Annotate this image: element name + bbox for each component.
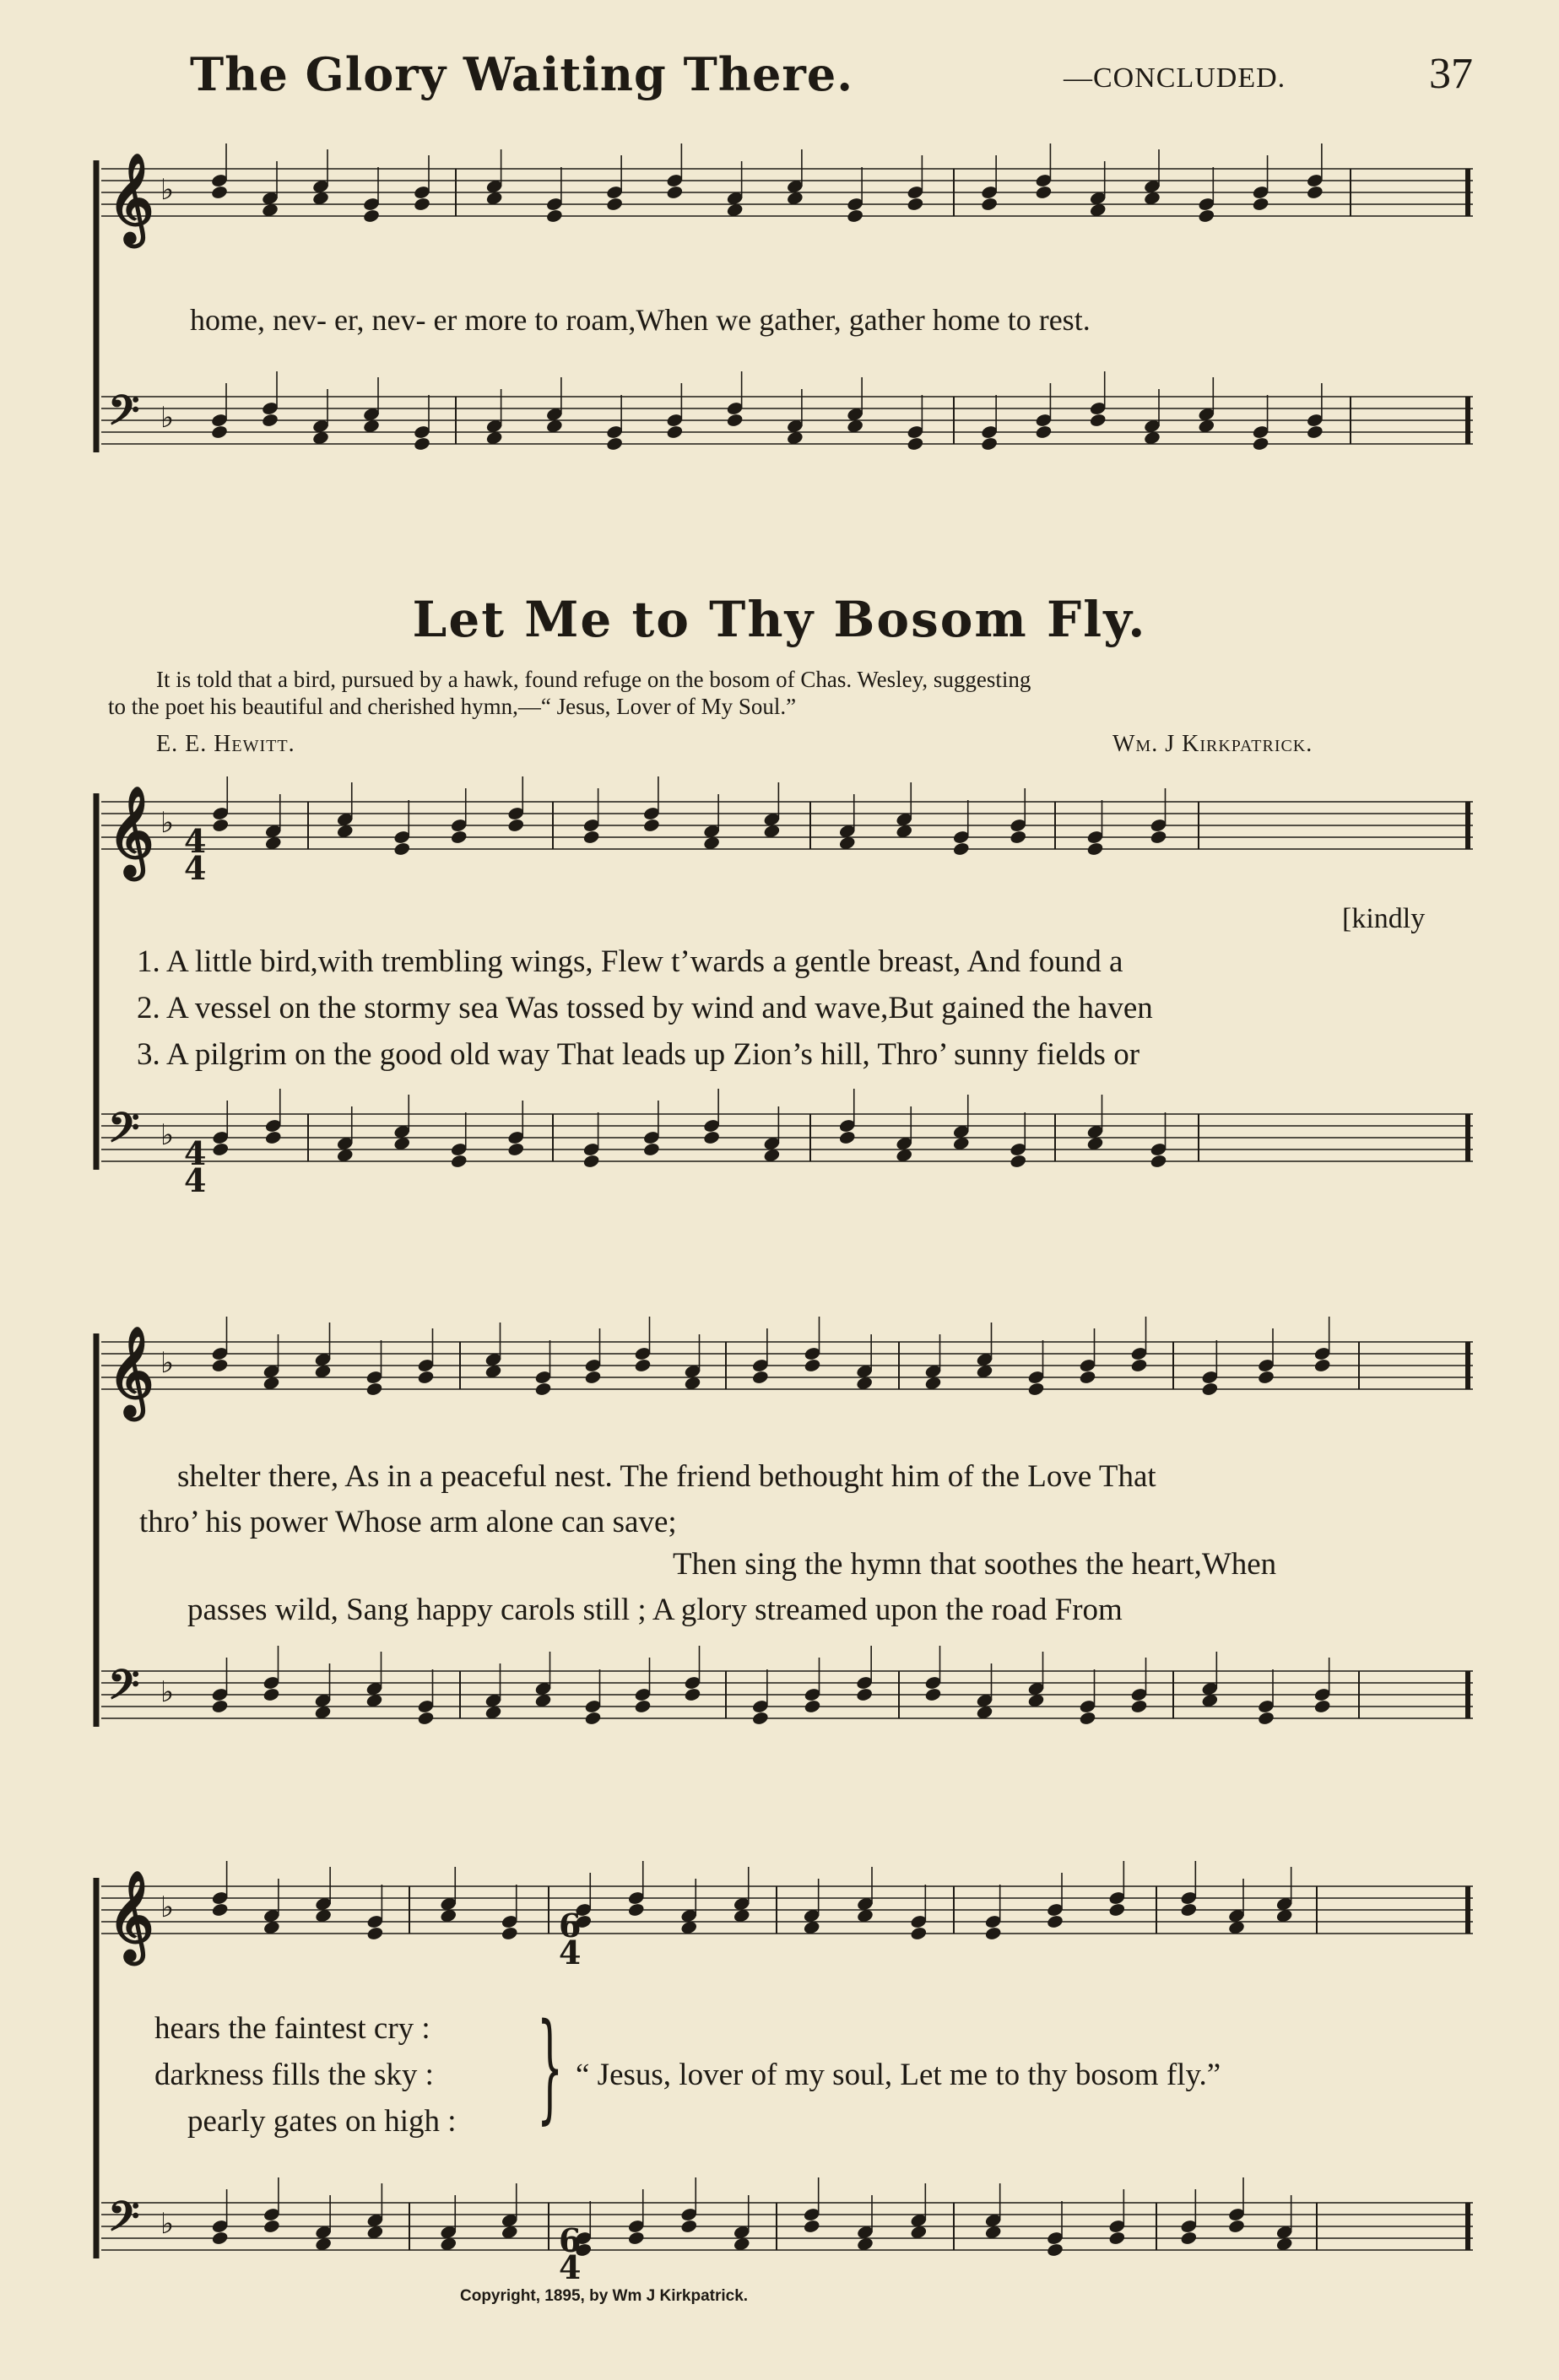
copyright: Copyright, 1895, by Wm J Kirkpatrick. bbox=[460, 2287, 749, 2305]
note-head bbox=[1079, 1370, 1096, 1385]
note-head bbox=[582, 830, 600, 845]
header-suffix: —CONCLUDED. bbox=[1064, 62, 1286, 94]
bass-clef-icon: 𝄢 bbox=[108, 1661, 140, 1718]
bass-clef-icon: 𝄢 bbox=[108, 1104, 140, 1161]
time-signature-top: 4 bbox=[184, 822, 207, 860]
note-head bbox=[642, 818, 660, 833]
note-head bbox=[1035, 185, 1053, 200]
note-head bbox=[393, 841, 411, 857]
note-head bbox=[910, 1926, 928, 1941]
flat-icon: ♭ bbox=[160, 1346, 175, 1380]
note-head bbox=[804, 1699, 821, 1714]
note-head bbox=[838, 1130, 856, 1145]
note-head bbox=[534, 1382, 552, 1397]
note-head bbox=[212, 1142, 230, 1157]
note-head bbox=[1252, 436, 1269, 452]
note-head bbox=[1089, 413, 1107, 428]
note-head bbox=[804, 1358, 821, 1373]
note-head bbox=[666, 185, 684, 200]
time-signature-top: 4 bbox=[184, 1134, 207, 1172]
flat-icon: ♭ bbox=[160, 1118, 175, 1152]
note-head bbox=[507, 818, 525, 833]
note-head bbox=[264, 1130, 282, 1145]
header-title: The Glory Waiting There. bbox=[190, 47, 854, 101]
note-head bbox=[212, 818, 230, 833]
note-head bbox=[1150, 1154, 1167, 1169]
time-signature-top: 6 bbox=[559, 1907, 582, 1945]
note-head bbox=[263, 1687, 280, 1702]
note-head bbox=[1180, 2231, 1198, 2246]
time-signature-bottom: 4 bbox=[559, 1934, 582, 1972]
note-head bbox=[1108, 1902, 1126, 1918]
note-head bbox=[417, 1370, 435, 1385]
note-head bbox=[803, 2219, 820, 2234]
note-head bbox=[1306, 185, 1324, 200]
verse-2-end: darkness fills the sky : bbox=[154, 2058, 434, 2092]
page-number: 37 bbox=[1429, 50, 1473, 98]
note-head bbox=[501, 1926, 518, 1941]
note-head bbox=[984, 1926, 1002, 1941]
hymn-author: E. E. Hewitt. bbox=[156, 731, 295, 757]
note-head bbox=[210, 425, 228, 440]
note-head bbox=[263, 2219, 280, 2234]
note-head bbox=[1108, 2231, 1126, 2246]
note-head bbox=[642, 1142, 660, 1157]
note-head bbox=[545, 208, 563, 224]
note-head bbox=[1079, 1711, 1096, 1726]
note-head bbox=[980, 197, 998, 212]
note-head bbox=[366, 1926, 384, 1941]
system2-line-3: Then sing the hymn that soothes the heart,When bbox=[673, 1547, 1277, 1582]
system2-line-1: shelter there, As in a peaceful nest. The friend bethought him of the Love That bbox=[177, 1459, 1156, 1494]
note-head bbox=[413, 436, 430, 452]
note-head bbox=[855, 1687, 873, 1702]
note-head bbox=[1130, 1358, 1148, 1373]
flat-icon: ♭ bbox=[160, 2207, 175, 2241]
note-head bbox=[666, 425, 684, 440]
note-head bbox=[1227, 2219, 1245, 2234]
note-head bbox=[1035, 425, 1053, 440]
flat-icon: ♭ bbox=[160, 806, 175, 840]
note-head bbox=[1046, 1914, 1064, 1929]
system1-carry-word: [kindly bbox=[1342, 903, 1426, 934]
time-signature-bottom: 4 bbox=[184, 849, 207, 887]
refrain-line: “ Jesus, lover of my soul, Let me to thy bosom fly.” bbox=[576, 2058, 1221, 2092]
hymn-note-line-2: to the poet his beautiful and cherished hymn,—“ Jesus, Lover of My Soul.” bbox=[108, 694, 797, 719]
verse-3-end: pearly gates on high : bbox=[187, 2104, 457, 2139]
note-head bbox=[1086, 841, 1104, 857]
treble-clef-icon: 𝄞 bbox=[108, 1325, 154, 1416]
verse-2-line: 2. A vessel on the stormy sea Was tossed by wind and wave,But gained the haven bbox=[137, 991, 1153, 1025]
note-head bbox=[417, 1711, 435, 1726]
note-head bbox=[211, 1902, 229, 1918]
hymn-note-line-1: It is told that a bird, pursued by a hawk, found refuge on the bosom of Chas. Wesley, suggesting bbox=[156, 667, 1031, 692]
note-head bbox=[907, 197, 924, 212]
note-head bbox=[365, 1382, 383, 1397]
flat-icon: ♭ bbox=[160, 401, 175, 435]
system2-line-4: passes wild, Sang happy carols still ; A glory streamed upon the road From bbox=[187, 1593, 1123, 1627]
note-head bbox=[507, 1142, 525, 1157]
time-signature-bottom: 4 bbox=[184, 1161, 207, 1199]
first-hymn-lyric: home, nev- er, nev- er more to roam,When we gather, gather home to rest. bbox=[190, 303, 1091, 337]
note-head bbox=[907, 436, 924, 452]
bass-clef-icon: 𝄢 bbox=[108, 2193, 140, 2250]
note-head bbox=[210, 185, 228, 200]
note-head bbox=[1010, 830, 1027, 845]
time-signature-top: 6 bbox=[559, 2221, 582, 2259]
note-head bbox=[680, 2219, 698, 2234]
flat-icon: ♭ bbox=[160, 1890, 175, 1924]
note-head bbox=[1257, 1711, 1275, 1726]
note-head bbox=[702, 1130, 720, 1145]
note-head bbox=[751, 1711, 769, 1726]
note-head bbox=[211, 1358, 229, 1373]
note-head bbox=[584, 1711, 602, 1726]
note-head bbox=[582, 1154, 600, 1169]
note-head bbox=[634, 1358, 652, 1373]
note-head bbox=[211, 2231, 229, 2246]
note-head bbox=[211, 1699, 229, 1714]
note-head bbox=[1252, 197, 1269, 212]
note-head bbox=[584, 1370, 602, 1385]
time-signature-bottom: 4 bbox=[559, 2248, 582, 2286]
hymn-title: Let Me to Thy Bosom Fly. bbox=[412, 591, 1147, 648]
note-head bbox=[1257, 1370, 1275, 1385]
note-head bbox=[1150, 830, 1167, 845]
flat-icon: ♭ bbox=[160, 1675, 175, 1709]
note-head bbox=[684, 1687, 701, 1702]
note-head bbox=[261, 413, 279, 428]
note-head bbox=[413, 197, 430, 212]
verse-3-line: 3. A pilgrim on the good old way That leads up Zion’s hill, Thro’ sunny fields or bbox=[137, 1037, 1140, 1072]
note-head bbox=[450, 830, 468, 845]
note-head bbox=[1046, 2242, 1064, 2258]
note-head bbox=[362, 208, 380, 224]
note-head bbox=[627, 2231, 645, 2246]
note-head bbox=[924, 1687, 942, 1702]
note-head bbox=[1198, 208, 1215, 224]
bass-clef-icon: 𝄢 bbox=[108, 387, 140, 444]
note-head bbox=[450, 1154, 468, 1169]
note-head bbox=[605, 197, 623, 212]
note-head bbox=[634, 1699, 652, 1714]
note-head bbox=[751, 1370, 769, 1385]
treble-clef-icon: 𝄞 bbox=[108, 785, 154, 876]
note-head bbox=[726, 413, 744, 428]
verse-1-end: hears the faintest cry : bbox=[154, 2011, 430, 2046]
treble-clef-icon: 𝄞 bbox=[108, 152, 154, 243]
note-head bbox=[627, 1902, 645, 1918]
verse-brace: } bbox=[537, 1999, 564, 2136]
hymn-composer: Wm. J Kirkpatrick. bbox=[1112, 731, 1313, 757]
verse-1-line: 1. A little bird,with trembling wings, Flew t’wards a gentle breast, And found a bbox=[137, 944, 1123, 979]
note-head bbox=[952, 841, 970, 857]
note-head bbox=[1306, 425, 1324, 440]
note-head bbox=[980, 436, 998, 452]
flat-icon: ♭ bbox=[160, 173, 175, 207]
note-head bbox=[1313, 1358, 1331, 1373]
note-head bbox=[846, 208, 863, 224]
note-head bbox=[1010, 1154, 1027, 1169]
system2-line-2: thro’ his power Whose arm alone can save; bbox=[139, 1505, 677, 1539]
treble-clef-icon: 𝄞 bbox=[108, 1869, 154, 1961]
note-head bbox=[1180, 1902, 1198, 1918]
note-head bbox=[1027, 1382, 1045, 1397]
note-head bbox=[605, 436, 623, 452]
note-head bbox=[1313, 1699, 1331, 1714]
note-head bbox=[1130, 1699, 1148, 1714]
note-head bbox=[1201, 1382, 1219, 1397]
